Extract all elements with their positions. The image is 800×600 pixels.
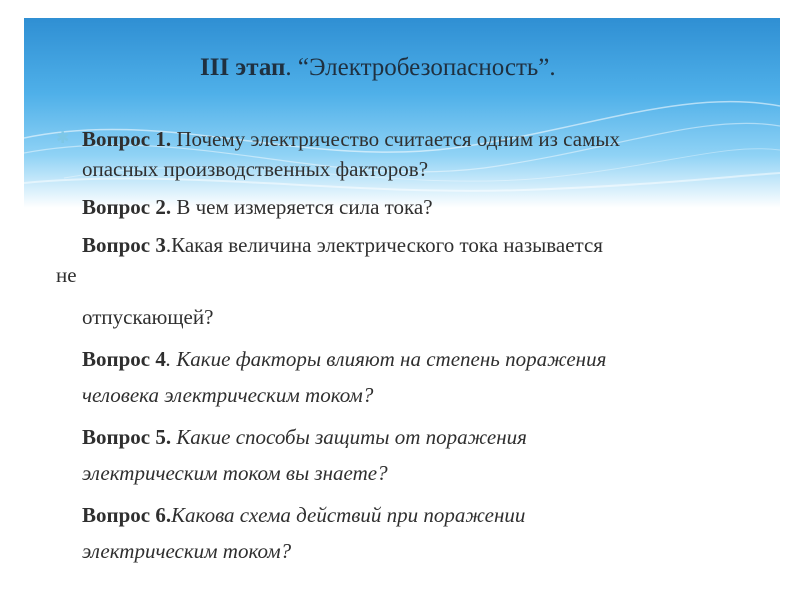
question-1-label: Вопрос 1. [82,127,172,151]
question-6-line2: электрическим током? [82,539,292,563]
question-3-line2: не [56,263,77,287]
question-1 [56,124,776,154]
question-4-label: Вопрос 4 [82,347,166,371]
question-4-line2: человека электрическим током? [82,383,374,407]
question-3-text: .Какая величина электрического тока называется [165,233,603,257]
question-1-line2: опасных производственных факторов? [82,157,429,181]
question-5-line2: электрическим током вы знаете? [82,461,388,485]
question-2 [56,192,776,222]
question-5-label: Вопрос 5. [82,425,172,449]
question-4 [56,344,776,374]
question-5 [56,422,776,452]
question-2-label: Вопрос 2. [82,195,172,219]
question-6 [56,500,776,530]
question-2-text: В чем измеряется сила тока? [171,195,433,219]
star-bullet-icon: ✱ [56,130,70,147]
question-3-line3: отпускающей? [82,305,214,329]
question-6-label: Вопрос 6. [82,503,172,527]
question-1-text: Почему электричество считается одним из самых [171,127,620,151]
title-text: . “Электробезопасность”. [285,54,556,81]
title-stage: III этап [200,54,286,81]
questions-list [56,124,776,566]
question-3 [56,230,776,260]
question-3-label: Вопрос 3 [82,233,166,257]
question-5-text: Какие способы защиты от поражения [171,425,527,449]
question-4-text: . Какие факторы влияют на степень поражения [165,347,607,371]
question-6-text: Какова схема действий при поражении [171,503,526,527]
slide-title [200,54,556,82]
